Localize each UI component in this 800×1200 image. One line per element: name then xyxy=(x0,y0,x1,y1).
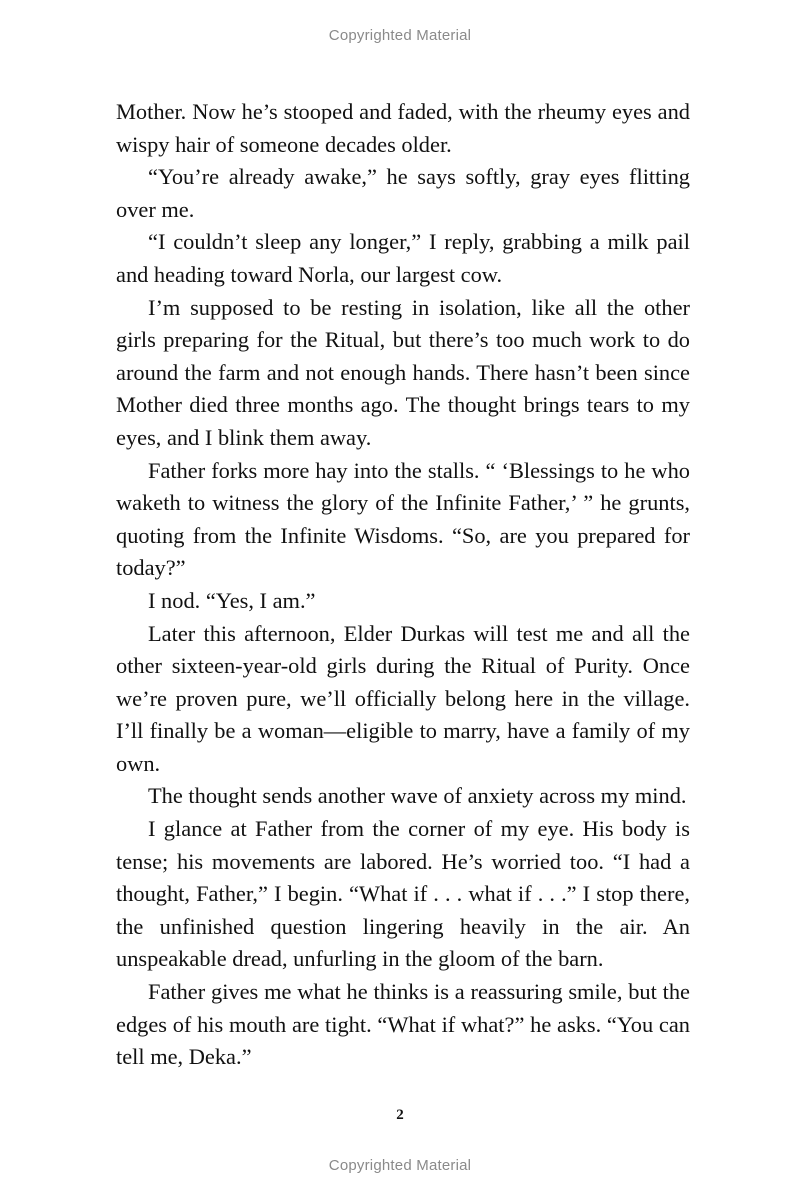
paragraph: Father gives me what he thinks is a reassuring smile, but the edges of his mouth are tight. “What if what?” he asks. “You can tell me, Deka.” xyxy=(116,979,690,1070)
paragraph: “You’re already awake,” he says softly, gray eyes flitting over me. xyxy=(116,164,690,222)
paragraph: I glance at Father from the corner of my eye. His body is tense; his movements are labored. He’s worried too. “I had a thought, Father,” I begin. “What if . . . what if . . .” I stop there, the unfinished question lingering heavily in the air. An unspeakable dread, unfurling in the gloom of the barn. xyxy=(116,816,690,972)
copyright-watermark-bottom: Copyrighted Material xyxy=(328,1157,472,1174)
paragraph: Later this afternoon, Elder Durkas will test me and all the other sixteen-year-old girls during the Ritual of Purity. Once we’re proven pure, we’ll officially belong here in the village. I’ll finally be a woman—eligible to marry, have a family of my own. xyxy=(116,620,690,776)
copyright-watermark-top: Copyrighted Material xyxy=(328,27,472,44)
paragraph: The thought sends another wave of anxiety across my mind. xyxy=(148,783,687,809)
paragraph: I’m supposed to be resting in isolation, like all the other girls preparing for the Ritual, but there’s too much work to do around the farm and not enough hands. There hasn’t been since Mother died three months ago. The thought brings tears to my eyes, and I blink them away. xyxy=(116,294,690,450)
paragraph: I nod. “Yes, I am.” xyxy=(148,587,316,613)
page-number: 2 xyxy=(396,1107,404,1123)
paragraph: Mother. Now he’s stooped and faded, with the rheumy eyes and wispy hair of someone decades older. xyxy=(116,99,690,157)
body-text xyxy=(116,96,690,1074)
paragraph: Father forks more hay into the stalls. “ ‘Blessings to he who waketh to witness the glory of the Infinite Father,’ ” he grunts, quoting from the Infinite Wisdoms. “So, are you prepared for today?” xyxy=(116,457,690,581)
paragraph: “I couldn’t sleep any longer,” I reply, grabbing a milk pail and heading toward Norla, our largest cow. xyxy=(116,229,690,287)
